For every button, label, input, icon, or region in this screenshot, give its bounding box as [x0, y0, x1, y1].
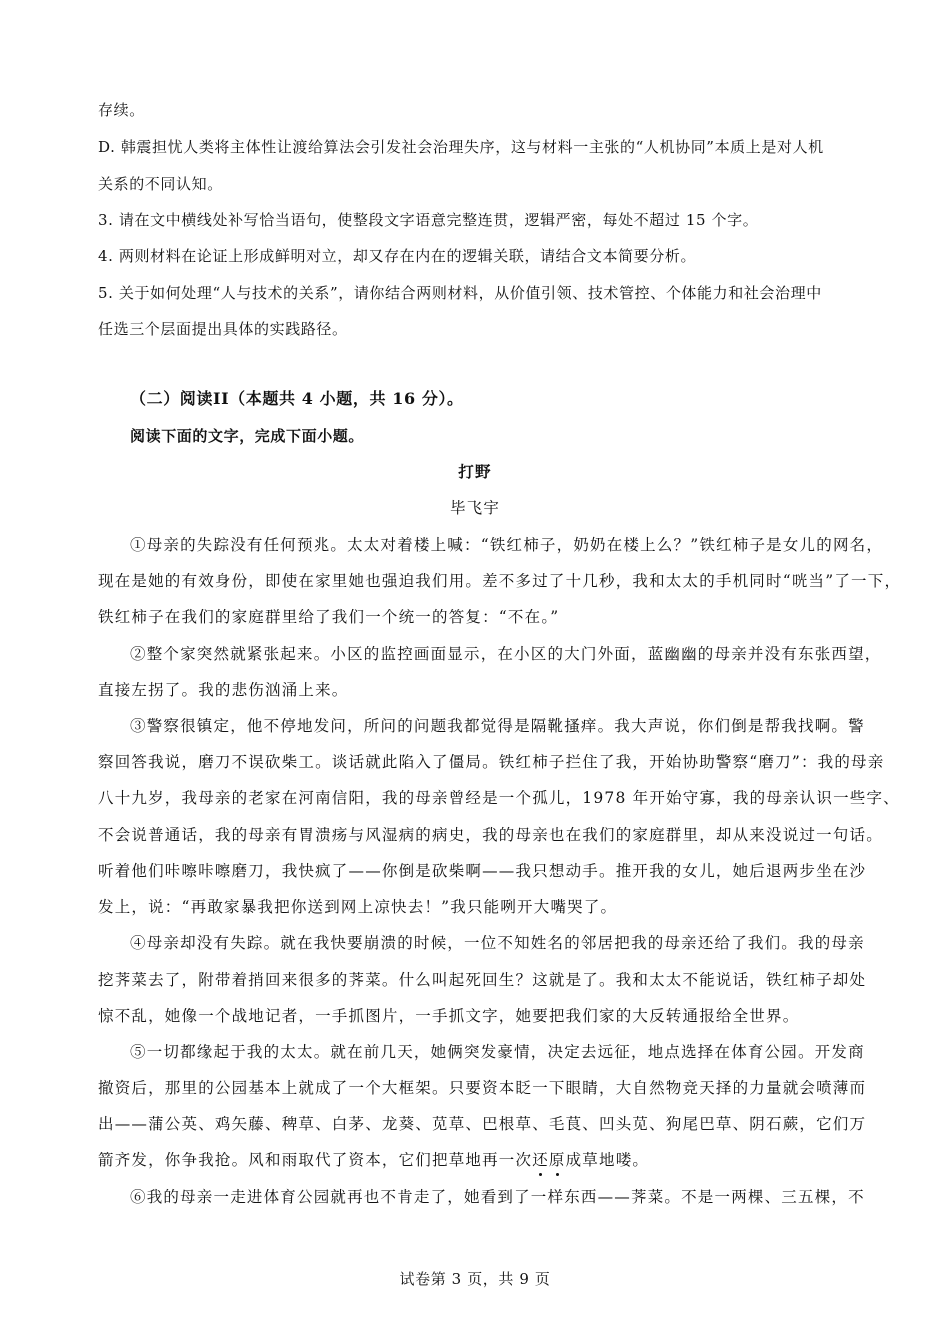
question-5-line-2: 任选三个层面提出具体的实践路径。 — [98, 320, 348, 338]
paragraph-line: ⑥我的母亲一走进体育公园就再也不肯走了，她看到了一样东西——荠菜。不是一两棵、三五棵，不 — [130, 1188, 865, 1206]
paragraph-line: 惊不乱，她像一个战地记者，一手抓图片，一手抓文字，她要把我们家的大反转通报给全世界。 — [98, 1007, 800, 1025]
option-d-line-2: 关系的不同认知。 — [98, 175, 223, 193]
story-author: 毕飞宇 — [449, 499, 501, 517]
emphasis-char: 还 — [532, 1151, 549, 1169]
story-title: 打野 — [458, 462, 492, 481]
paragraph-line: 出——蒲公英、鸡矢藤、稗草、白茅、龙葵、苋草、巴根草、毛茛、凹头苋、狗尾巴草、阴石蕨，它们万 — [98, 1115, 867, 1133]
paragraph-line: ③警察很镇定，他不停地发问，所问的问题我都觉得是隔靴搔痒。我大声说，你们倒是帮我找啊。警 — [130, 717, 865, 735]
line-text-end: 成草地喽。 — [565, 1151, 650, 1169]
question-3: 3. 请在文中横线处补写恰当语句，使整段文字语意完整连贯，逻辑严密，每处不超过 15 个字。 — [98, 211, 759, 229]
question-4: 4. 两则材料在论证上形成鲜明对立，却又存在内在的逻辑关联，请结合文本简要分析。 — [98, 247, 697, 265]
paragraph-line: 察回答我说，磨刀不误砍柴工。谈话就此陷入了僵局。铁红柿子拦住了我，开始协助警察“磨刀”：我的母亲 — [98, 753, 885, 771]
paragraph-line: 直接左拐了。我的悲伤汹涌上来。 — [98, 681, 349, 699]
paragraph-line: ①母亲的失踪没有任何预兆。太太对着楼上喊：“铁红柿子，奶奶在楼上么？”铁红柿子是女儿的网名， — [130, 536, 884, 554]
paragraph-line: 听着他们咔嚓咔嚓磨刀，我快疯了——你倒是砍柴啊——我只想动手。推开我的女儿，她后退两步坐在沙 — [98, 862, 867, 880]
paragraph-line: ②整个家突然就紧张起来。小区的监控画面显示，在小区的大门外面，蓝幽幽的母亲并没有东张西望， — [130, 645, 882, 663]
page-footer: 试卷第 3 页，共 9 页 — [399, 1270, 551, 1288]
section-instruction: 阅读下面的文字，完成下面小题。 — [130, 427, 365, 445]
paragraph-line: ④母亲却没有失踪。就在我快要崩溃的时候，一位不知姓名的邻居把我的母亲还给了我们。我的母亲 — [130, 934, 865, 952]
paragraph-line: 发上，说：“再敢家暴我把你送到网上凉快去！”我只能咧开大嘴哭了。 — [98, 898, 618, 916]
paragraph-line: 不会说普通话，我的母亲有胃溃疡与风湿病的病史，我的母亲也在我们的家庭群里，却从来没说过一句话。 — [98, 826, 883, 844]
paragraph-line: 八十九岁，我母亲的老家在河南信阳，我的母亲曾经是一个孤儿，1978 年开始守寡，我的母亲认识一些字、 — [98, 789, 900, 807]
paragraph-line: 撤资后，那里的公园基本上就成了一个大框架。只要资本眨一下眼睛，大自然物竞天择的力量就会喷薄而 — [98, 1079, 867, 1097]
paragraph-line: ⑤一切都缘起于我的太太。就在前几天，她俩突发豪情，决定去远征，地点选择在体育公园。开发商 — [130, 1043, 865, 1061]
emphasis-char: 原 — [548, 1151, 566, 1169]
continued-text: 存续。 — [98, 101, 145, 119]
paragraph-line: 铁红柿子在我们的家庭群里给了我们一个统一的答复：“不在。” — [98, 608, 560, 626]
paragraph-line: 挖荠菜去了，附带着捎回来很多的荠菜。什么叫起死回生？这就是了。我和太太不能说话，铁红柿子却处 — [98, 971, 867, 989]
paragraph-line-emphasis — [98, 1150, 649, 1170]
paragraph-line: 现在是她的有效身份，即使在家里她也强迫我们用。差不多过了十几秒，我和太太的手机同时“咣当”了一下， — [98, 572, 902, 590]
section-heading: （二）阅读II（本题共 4 小题，共 16 分）。 — [130, 389, 464, 408]
question-5-line-1: 5. 关于如何处理“人与技术的关系”，请你结合两则材料，从价值引领、技术管控、个体能力和社会治理中 — [98, 284, 822, 302]
line-text-start: 箭齐发，你争我抢。风和雨取代了资本，它们把草地再一次 — [98, 1151, 533, 1169]
option-d-line-1: D. 韩震担忧人类将主体性让渡给算法会引发社会治理失序，这与材料一主张的“人机协同”本质上是对人机 — [98, 138, 824, 156]
